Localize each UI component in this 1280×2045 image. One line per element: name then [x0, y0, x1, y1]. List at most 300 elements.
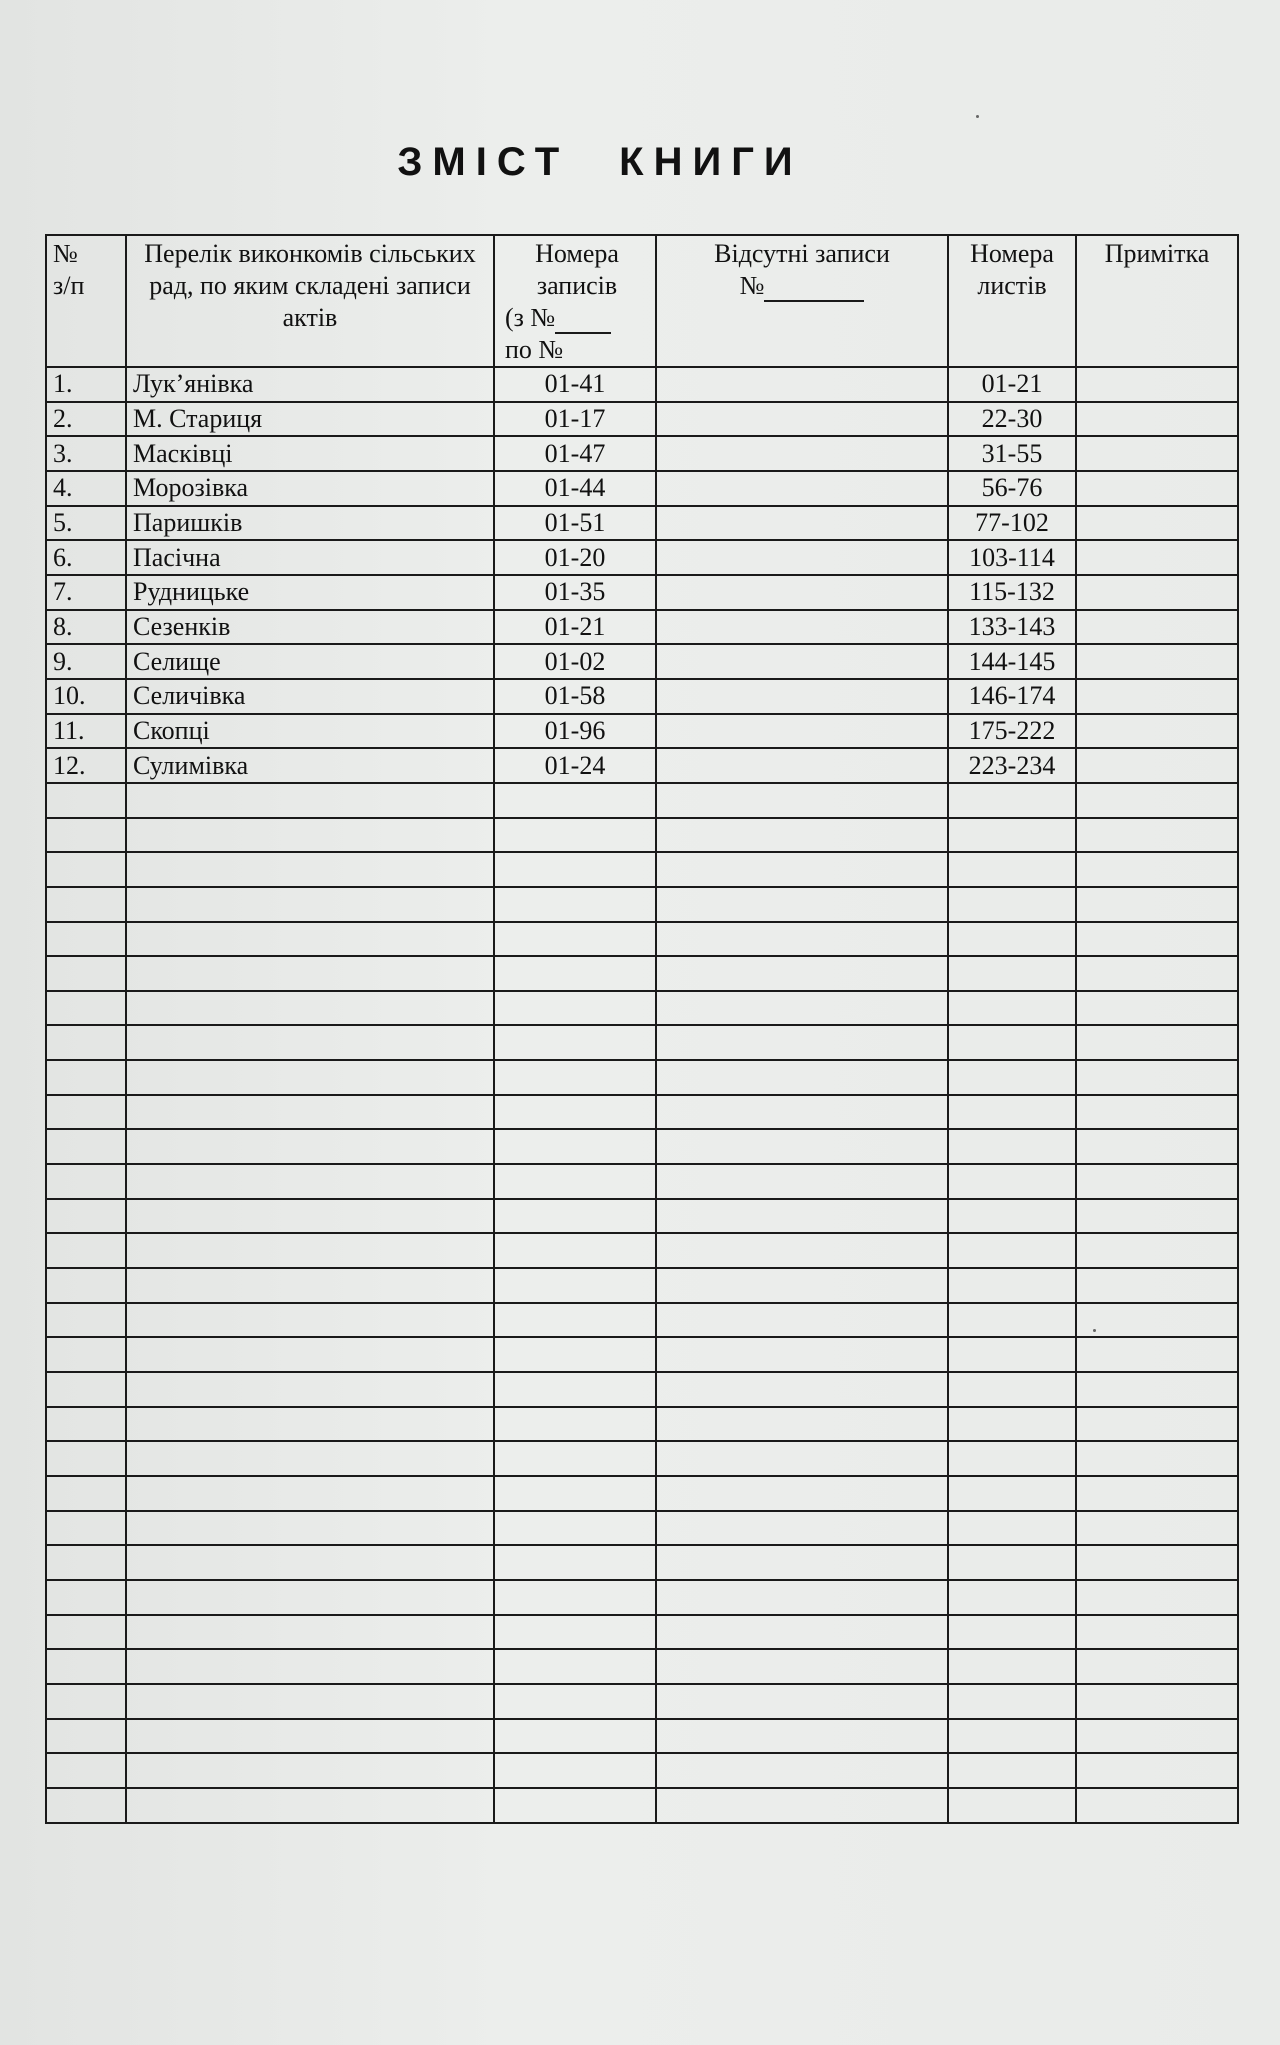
cell-missing-records-empty: [656, 922, 948, 957]
cell-council-name: Масківці: [126, 436, 494, 471]
cell-sheet-numbers: 223-234: [948, 748, 1076, 783]
cell-note: [1076, 714, 1238, 749]
cell-sheet-numbers-empty: [948, 1303, 1076, 1338]
cell-council-name-empty: [126, 1753, 494, 1788]
table-row: [46, 506, 1238, 541]
cell-record-numbers: 01-21: [494, 610, 656, 645]
cell-note-empty: [1076, 1060, 1238, 1095]
cell-missing-records-empty: [656, 852, 948, 887]
empty-table-row: [46, 1025, 1238, 1060]
cell-number: 11.: [46, 714, 126, 749]
cell-number-empty: [46, 1025, 126, 1060]
cell-missing-records: [656, 540, 948, 575]
empty-table-row: [46, 956, 1238, 991]
cell-note-empty: [1076, 1164, 1238, 1199]
cell-sheet-numbers-empty: [948, 1788, 1076, 1823]
table-row: [46, 679, 1238, 714]
cell-sheet-numbers-empty: [948, 1719, 1076, 1754]
cell-note: [1076, 679, 1238, 714]
cell-record-numbers-empty: [494, 922, 656, 957]
cell-number-empty: [46, 1684, 126, 1719]
cell-missing-records: [656, 644, 948, 679]
cell-note: [1076, 436, 1238, 471]
cell-number-empty: [46, 1060, 126, 1095]
cell-note-empty: [1076, 1719, 1238, 1754]
cell-number-empty: [46, 1407, 126, 1442]
paper-speck: [1093, 1329, 1096, 1332]
header-records-from: [505, 302, 649, 334]
cell-record-numbers-empty: [494, 1303, 656, 1338]
cell-note: [1076, 575, 1238, 610]
cell-sheet-numbers-empty: [948, 1025, 1076, 1060]
cell-missing-records: [656, 714, 948, 749]
empty-table-row: [46, 1233, 1238, 1268]
cell-record-numbers-empty: [494, 1545, 656, 1580]
empty-table-row: [46, 1684, 1238, 1719]
cell-sheet-numbers-empty: [948, 1753, 1076, 1788]
cell-note: [1076, 506, 1238, 541]
cell-sheet-numbers-empty: [948, 1580, 1076, 1615]
cell-sheet-numbers-empty: [948, 1545, 1076, 1580]
cell-number-empty: [46, 1129, 126, 1164]
cell-note-empty: [1076, 1649, 1238, 1684]
cell-number: 7.: [46, 575, 126, 610]
cell-missing-records-empty: [656, 1788, 948, 1823]
cell-number-empty: [46, 1095, 126, 1130]
paper-speck: [976, 115, 979, 118]
cell-note-empty: [1076, 956, 1238, 991]
cell-council-name-empty: [126, 1199, 494, 1234]
cell-missing-records: [656, 436, 948, 471]
cell-sheet-numbers-empty: [948, 1441, 1076, 1476]
header-records-line1: Номера записів: [535, 239, 619, 300]
cell-council-name-empty: [126, 1372, 494, 1407]
empty-table-row: [46, 1649, 1238, 1684]
cell-note-empty: [1076, 1129, 1238, 1164]
cell-sheet-numbers-empty: [948, 1615, 1076, 1650]
cell-missing-records-empty: [656, 1753, 948, 1788]
cell-number: 12.: [46, 748, 126, 783]
cell-number: 2.: [46, 402, 126, 437]
cell-record-numbers-empty: [494, 1337, 656, 1372]
cell-missing-records: [656, 679, 948, 714]
empty-table-row: [46, 887, 1238, 922]
cell-record-numbers-empty: [494, 1025, 656, 1060]
cell-number-empty: [46, 922, 126, 957]
cell-council-name-empty: [126, 818, 494, 853]
cell-council-name-empty: [126, 1441, 494, 1476]
cell-record-numbers: 01-17: [494, 402, 656, 437]
cell-record-numbers-empty: [494, 818, 656, 853]
cell-missing-records-empty: [656, 1545, 948, 1580]
cell-note: [1076, 471, 1238, 506]
cell-sheet-numbers-empty: [948, 1337, 1076, 1372]
header-sheets: Номера листів: [948, 235, 1076, 367]
table-row: [46, 575, 1238, 610]
cell-missing-records-empty: [656, 818, 948, 853]
cell-record-numbers-empty: [494, 1580, 656, 1615]
cell-number-empty: [46, 1580, 126, 1615]
cell-note-empty: [1076, 1337, 1238, 1372]
cell-missing-records-empty: [656, 1164, 948, 1199]
table-row: [46, 436, 1238, 471]
cell-sheet-numbers: 01-21: [948, 367, 1076, 402]
cell-number-empty: [46, 1441, 126, 1476]
cell-record-numbers-empty: [494, 956, 656, 991]
cell-note-empty: [1076, 991, 1238, 1026]
cell-council-name-empty: [126, 1337, 494, 1372]
header-missing: [656, 235, 948, 367]
cell-note-empty: [1076, 818, 1238, 853]
cell-sheet-numbers: 56-76: [948, 471, 1076, 506]
cell-missing-records-empty: [656, 1199, 948, 1234]
cell-record-numbers: 01-44: [494, 471, 656, 506]
cell-council-name-empty: [126, 1233, 494, 1268]
cell-record-numbers-empty: [494, 852, 656, 887]
empty-table-row: [46, 1060, 1238, 1095]
blank-underline: [764, 300, 864, 302]
cell-note-empty: [1076, 887, 1238, 922]
cell-number-empty: [46, 1753, 126, 1788]
cell-sheet-numbers-empty: [948, 991, 1076, 1026]
cell-number-empty: [46, 887, 126, 922]
cell-council-name: Сезенків: [126, 610, 494, 645]
cell-note-empty: [1076, 1372, 1238, 1407]
empty-table-row: [46, 991, 1238, 1026]
cell-sheet-numbers-empty: [948, 1684, 1076, 1719]
cell-note: [1076, 748, 1238, 783]
cell-missing-records-empty: [656, 1441, 948, 1476]
cell-record-numbers-empty: [494, 1199, 656, 1234]
cell-council-name-empty: [126, 887, 494, 922]
cell-council-name: Лук’янівка: [126, 367, 494, 402]
cell-sheet-numbers-empty: [948, 956, 1076, 991]
cell-missing-records: [656, 402, 948, 437]
cell-record-numbers-empty: [494, 1511, 656, 1546]
cell-number-empty: [46, 1372, 126, 1407]
cell-sheet-numbers-empty: [948, 1649, 1076, 1684]
cell-note: [1076, 644, 1238, 679]
cell-sheet-numbers-empty: [948, 1268, 1076, 1303]
cell-record-numbers: 01-51: [494, 506, 656, 541]
cell-sheet-numbers-empty: [948, 1511, 1076, 1546]
table-row: [46, 714, 1238, 749]
cell-sheet-numbers: 31-55: [948, 436, 1076, 471]
cell-missing-records: [656, 610, 948, 645]
cell-sheet-numbers: 77-102: [948, 506, 1076, 541]
cell-council-name: Морозівка: [126, 471, 494, 506]
table-row: [46, 471, 1238, 506]
cell-sheet-numbers-empty: [948, 1164, 1076, 1199]
empty-table-row: [46, 852, 1238, 887]
cell-record-numbers-empty: [494, 887, 656, 922]
header-number: № з/п: [46, 235, 126, 367]
cell-number-empty: [46, 1719, 126, 1754]
cell-number: 5.: [46, 506, 126, 541]
cell-council-name-empty: [126, 1649, 494, 1684]
cell-record-numbers-empty: [494, 1753, 656, 1788]
cell-record-numbers-empty: [494, 1095, 656, 1130]
cell-missing-records-empty: [656, 1372, 948, 1407]
cell-note-empty: [1076, 1233, 1238, 1268]
cell-record-numbers: 01-41: [494, 367, 656, 402]
cell-missing-records-empty: [656, 1337, 948, 1372]
cell-number-empty: [46, 1511, 126, 1546]
cell-council-name-empty: [126, 1580, 494, 1615]
cell-sheet-numbers-empty: [948, 887, 1076, 922]
cell-council-name: Рудницьке: [126, 575, 494, 610]
cell-note-empty: [1076, 1199, 1238, 1234]
header-note: Примітка: [1076, 235, 1238, 367]
cell-council-name: Пасічна: [126, 540, 494, 575]
cell-record-numbers-empty: [494, 1476, 656, 1511]
cell-sheet-numbers-empty: [948, 852, 1076, 887]
cell-sheet-numbers: 115-132: [948, 575, 1076, 610]
cell-council-name-empty: [126, 1268, 494, 1303]
cell-number: 1.: [46, 367, 126, 402]
empty-table-row: [46, 1372, 1238, 1407]
empty-table-row: [46, 1337, 1238, 1372]
cell-missing-records: [656, 506, 948, 541]
table-row: [46, 748, 1238, 783]
cell-record-numbers-empty: [494, 1060, 656, 1095]
cell-council-name-empty: [126, 922, 494, 957]
cell-sheet-numbers-empty: [948, 1476, 1076, 1511]
empty-table-row: [46, 1095, 1238, 1130]
cell-council-name-empty: [126, 1615, 494, 1650]
cell-number-empty: [46, 852, 126, 887]
cell-missing-records-empty: [656, 1025, 948, 1060]
cell-council-name-empty: [126, 1476, 494, 1511]
cell-number-empty: [46, 991, 126, 1026]
cell-record-numbers-empty: [494, 1649, 656, 1684]
cell-note-empty: [1076, 1476, 1238, 1511]
cell-missing-records-empty: [656, 1580, 948, 1615]
cell-missing-records-empty: [656, 1095, 948, 1130]
cell-missing-records-empty: [656, 1511, 948, 1546]
header-missing-number: [663, 270, 941, 302]
cell-council-name-empty: [126, 1719, 494, 1754]
cell-council-name: Селичівка: [126, 679, 494, 714]
cell-number-empty: [46, 1615, 126, 1650]
cell-number-empty: [46, 1337, 126, 1372]
empty-table-row: [46, 1268, 1238, 1303]
cell-record-numbers: 01-24: [494, 748, 656, 783]
cell-council-name-empty: [126, 1303, 494, 1338]
cell-council-name-empty: [126, 1164, 494, 1199]
blank-underline: [555, 332, 611, 334]
cell-missing-records-empty: [656, 1129, 948, 1164]
cell-record-numbers-empty: [494, 1788, 656, 1823]
cell-record-numbers: 01-20: [494, 540, 656, 575]
cell-note-empty: [1076, 1580, 1238, 1615]
cell-sheet-numbers-empty: [948, 1199, 1076, 1234]
empty-table-row: [46, 1719, 1238, 1754]
cell-missing-records-empty: [656, 1303, 948, 1338]
cell-sheet-numbers-empty: [948, 922, 1076, 957]
cell-note: [1076, 610, 1238, 645]
empty-table-row: [46, 1129, 1238, 1164]
cell-missing-records: [656, 748, 948, 783]
cell-note-empty: [1076, 922, 1238, 957]
empty-table-row: [46, 1476, 1238, 1511]
table-header-row: [46, 235, 1238, 367]
cell-council-name-empty: [126, 1060, 494, 1095]
cell-sheet-numbers-empty: [948, 1129, 1076, 1164]
empty-table-row: [46, 818, 1238, 853]
cell-record-numbers-empty: [494, 1684, 656, 1719]
cell-record-numbers-empty: [494, 1615, 656, 1650]
cell-missing-records-empty: [656, 1233, 948, 1268]
cell-missing-records-empty: [656, 1719, 948, 1754]
cell-record-numbers-empty: [494, 1719, 656, 1754]
cell-missing-records-empty: [656, 887, 948, 922]
cell-number-empty: [46, 1199, 126, 1234]
cell-number-empty: [46, 818, 126, 853]
cell-missing-records: [656, 367, 948, 402]
cell-council-name-empty: [126, 956, 494, 991]
empty-table-row: [46, 1441, 1238, 1476]
cell-sheet-numbers: 103-114: [948, 540, 1076, 575]
table-body: [46, 367, 1238, 1823]
table-row: [46, 644, 1238, 679]
empty-table-row: [46, 1615, 1238, 1650]
cell-record-numbers: 01-02: [494, 644, 656, 679]
cell-record-numbers-empty: [494, 1441, 656, 1476]
empty-table-row: [46, 783, 1238, 818]
cell-missing-records-empty: [656, 956, 948, 991]
header-records-line2: (з №: [505, 303, 556, 332]
cell-council-name-empty: [126, 1407, 494, 1442]
cell-note-empty: [1076, 1441, 1238, 1476]
cell-record-numbers: 01-35: [494, 575, 656, 610]
cell-number-empty: [46, 1233, 126, 1268]
cell-number-empty: [46, 1649, 126, 1684]
empty-table-row: [46, 1545, 1238, 1580]
empty-table-row: [46, 1753, 1238, 1788]
cell-record-numbers: 01-47: [494, 436, 656, 471]
cell-missing-records: [656, 471, 948, 506]
header-missing-line1: Відсутні записи: [714, 239, 890, 268]
cell-sheet-numbers-empty: [948, 1372, 1076, 1407]
cell-council-name-empty: [126, 1545, 494, 1580]
cell-record-numbers-empty: [494, 783, 656, 818]
cell-record-numbers-empty: [494, 991, 656, 1026]
cell-missing-records-empty: [656, 783, 948, 818]
cell-council-name-empty: [126, 1129, 494, 1164]
cell-council-name-empty: [126, 1684, 494, 1719]
header-missing-line2: №: [739, 271, 765, 300]
cell-sheet-numbers: 133-143: [948, 610, 1076, 645]
cell-number: 10.: [46, 679, 126, 714]
cell-missing-records-empty: [656, 1649, 948, 1684]
cell-record-numbers-empty: [494, 1233, 656, 1268]
cell-number-empty: [46, 1303, 126, 1338]
table-row: [46, 610, 1238, 645]
cell-sheet-numbers-empty: [948, 1060, 1076, 1095]
cell-note: [1076, 402, 1238, 437]
cell-number-empty: [46, 1268, 126, 1303]
cell-note-empty: [1076, 783, 1238, 818]
cell-council-name-empty: [126, 1025, 494, 1060]
cell-record-numbers: 01-96: [494, 714, 656, 749]
cell-sheet-numbers-empty: [948, 818, 1076, 853]
cell-missing-records-empty: [656, 1060, 948, 1095]
cell-record-numbers-empty: [494, 1164, 656, 1199]
contents-table: [45, 234, 1239, 1824]
table-row: [46, 402, 1238, 437]
cell-note-empty: [1076, 1511, 1238, 1546]
cell-number-empty: [46, 1545, 126, 1580]
cell-council-name-empty: [126, 991, 494, 1026]
cell-note: [1076, 540, 1238, 575]
cell-number: 6.: [46, 540, 126, 575]
cell-sheet-numbers: 175-222: [948, 714, 1076, 749]
cell-number: 9.: [46, 644, 126, 679]
cell-missing-records: [656, 575, 948, 610]
cell-note-empty: [1076, 1303, 1238, 1338]
cell-council-name-empty: [126, 1788, 494, 1823]
cell-council-name: М. Стариця: [126, 402, 494, 437]
cell-note-empty: [1076, 1753, 1238, 1788]
cell-missing-records-empty: [656, 1407, 948, 1442]
cell-note-empty: [1076, 1788, 1238, 1823]
cell-sheet-numbers-empty: [948, 1407, 1076, 1442]
cell-note-empty: [1076, 852, 1238, 887]
empty-table-row: [46, 1199, 1238, 1234]
empty-table-row: [46, 1511, 1238, 1546]
cell-council-name: Скопці: [126, 714, 494, 749]
cell-missing-records-empty: [656, 1684, 948, 1719]
cell-council-name-empty: [126, 852, 494, 887]
empty-table-row: [46, 1407, 1238, 1442]
cell-number: 4.: [46, 471, 126, 506]
cell-note-empty: [1076, 1025, 1238, 1060]
cell-record-numbers-empty: [494, 1372, 656, 1407]
cell-note-empty: [1076, 1615, 1238, 1650]
page-title: [0, 140, 1200, 185]
empty-table-row: [46, 1788, 1238, 1823]
cell-record-numbers-empty: [494, 1407, 656, 1442]
cell-note-empty: [1076, 1095, 1238, 1130]
cell-sheet-numbers-empty: [948, 783, 1076, 818]
empty-table-row: [46, 1164, 1238, 1199]
title-word-2: КНИГИ: [619, 140, 803, 184]
cell-council-name-empty: [126, 783, 494, 818]
table-row: [46, 367, 1238, 402]
header-records-to: по №: [505, 335, 564, 364]
cell-council-name: Сулимівка: [126, 748, 494, 783]
cell-note: [1076, 367, 1238, 402]
empty-table-row: [46, 1303, 1238, 1338]
cell-record-numbers: 01-58: [494, 679, 656, 714]
cell-record-numbers-empty: [494, 1129, 656, 1164]
cell-sheet-numbers: 144-145: [948, 644, 1076, 679]
cell-council-name-empty: [126, 1095, 494, 1130]
cell-number: 8.: [46, 610, 126, 645]
cell-note-empty: [1076, 1268, 1238, 1303]
title-word-1: ЗМІСТ: [397, 140, 570, 184]
cell-number: 3.: [46, 436, 126, 471]
cell-number-empty: [46, 1476, 126, 1511]
cell-number-empty: [46, 783, 126, 818]
cell-sheet-numbers: 146-174: [948, 679, 1076, 714]
cell-council-name-empty: [126, 1511, 494, 1546]
table-row: [46, 540, 1238, 575]
cell-number-empty: [46, 1164, 126, 1199]
cell-missing-records-empty: [656, 1615, 948, 1650]
cell-council-name: Селище: [126, 644, 494, 679]
